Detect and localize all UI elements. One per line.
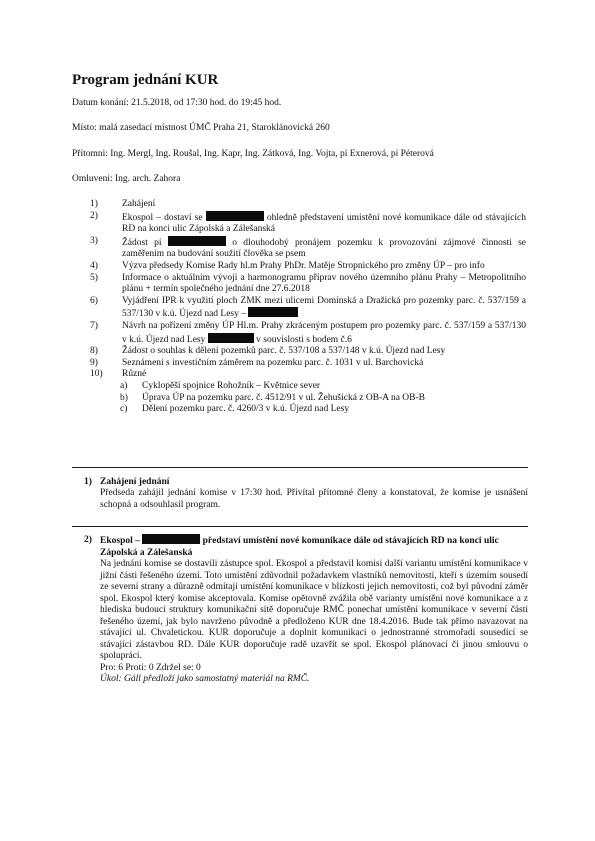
section-divider bbox=[72, 467, 528, 468]
agenda-item: 6) Vyjádření IPR k využití ploch ZMK mezi ulicemi Domínská a Dražická pro pozemky parc. č. 537/159 a 537/130 v k.ú. Újezd nad Lesy – bbox=[90, 295, 526, 320]
redaction-bar bbox=[142, 534, 200, 544]
agenda-item: 5) Informace o aktuálním vývoji a harmonogramu příprav nového územního plánu Prahy – Metropolitního plánu + termín společného jednání dne 27.6.2018 bbox=[90, 272, 526, 295]
vote-result: Pro: 6 Proti: 0 Zdržel se: 0 bbox=[100, 662, 201, 673]
redaction-bar bbox=[206, 211, 264, 221]
meeting-place: Místo: malá zasedací místnost ÚMČ Praha 21, Staroklánovická 260 bbox=[72, 123, 330, 133]
agenda-subitem: b) Úprava ÚP na pozemku parc. č. 4512/91 v ul. Žehušická z OB-A na OB-B bbox=[120, 392, 425, 403]
agenda-item: 10) Různé bbox=[90, 369, 147, 380]
section-heading: 2) Ekospol – představí umístění nové komunikace dále od stávajících RD na konci ulic Zápolská a Zálešanská bbox=[84, 535, 499, 558]
agenda-list bbox=[90, 199, 526, 416]
agenda-subitem: a) Cyklopěší spojnice Rohožník – Květnice sever bbox=[120, 380, 321, 391]
task-note: Úkol: Gáll předloží jako samostatný materiál na RMČ. bbox=[100, 674, 310, 684]
excused: Omluveni: Ing. arch. Zahora bbox=[72, 174, 181, 184]
section-ekospol bbox=[72, 534, 528, 686]
document-title: Program jednání KUR bbox=[72, 72, 219, 88]
redaction-bar bbox=[248, 307, 298, 317]
agenda-item: 1) Zahájení bbox=[90, 199, 156, 209]
attendees: Přítomni: Ing. Mergl, Ing. Roušal, Ing. Kapr, Ing. Zátková, Ing. Vojta, pí Exnerová, pí Péterová bbox=[72, 149, 434, 159]
redaction-bar bbox=[208, 333, 254, 343]
section-divider bbox=[72, 526, 528, 527]
section-opening bbox=[72, 476, 528, 511]
section-heading: 1) Zahájení jednání bbox=[84, 477, 170, 487]
section-body: Předseda zahájil jednání komise v 17:30 hod. Přivítal přítomné členy a konstatoval, že komise je usnášení schopná a odsouhlasil program. bbox=[100, 488, 528, 510]
agenda-item: 7) Návrh na pořízení změny ÚP Hl.m. Prahy zkráceným postupem pro pozemky parc. č. 537/159 a 537/130 v k.ú. Újezd nad Lesy v souvislosti s bodem č.6 bbox=[90, 320, 526, 345]
agenda-subitem: c) Dělení pozemku parc. č. 4260/3 v k.ú. Újezd nad Lesy bbox=[120, 404, 350, 415]
redaction-bar bbox=[168, 236, 226, 246]
agenda-item: 8) Žádost o souhlas k dělení pozemků parc. č. 537/108 a 537/148 v k.ú. Újezd nad Lesy bbox=[90, 346, 446, 357]
meeting-date: Datum konání: 21.5.2018, od 17:30 hod. do 19:45 hod. bbox=[72, 98, 282, 108]
section-body: Na jednání komise se dostavili zástupce spol. Ekospol a představil komisi další variantu umístění komunikace v jižní části řešeného území. Toto umístění zdůvodnil požadavkem vlastníků nemovitostí, kteří s územím sousedí ze severní strany a důrazně odmítají umístění komunikace v blízkosti jejich nemovitostí, což byl původní záměr spol. Ekospol který komise akceptovala. Komise opětovně zvážila obě varianty umístění nové komunikace a z hlediska budoucí struktury komunikační sítě doporučuje RMČ ponechat umístění komunikace v severní části řešeného území, jak bylo navrženo původně a předloženo KUR dne 18.4.2016. Bude tak přímo navazovat na stávající ul. Chvaletickou. KUR doporučuje a doplnit komunikaci o jednostranné stromořadí sousedící se stávající zástavbou RD. Dále KUR doporučuje radě uzavřít se spol. Ekospol plánovací či jinou smlouvu o spolupráci. bbox=[100, 559, 528, 661]
agenda-item: 2) Ekospol – dostaví se ohledně představení umístění nové komunikace dále od stávajících RD na konci ulic Zápolská a Zálešanská bbox=[90, 210, 527, 235]
agenda-item: 3) Žádost pí o dlouhodobý pronájem pozemku k provozování zájmové činnosti se zaměřením na budování soužití člověka se psem bbox=[90, 235, 527, 260]
agenda-item: 9) Seznámení s investičním záměrem na pozemku parc. č. 1031 v ul. Barchovická bbox=[90, 357, 424, 368]
agenda-item: 4) Výzva předsedy Komise Rady hl.m Prahy PhDr. Matěje Stropnického pro změny ÚP – pro info bbox=[90, 260, 485, 271]
